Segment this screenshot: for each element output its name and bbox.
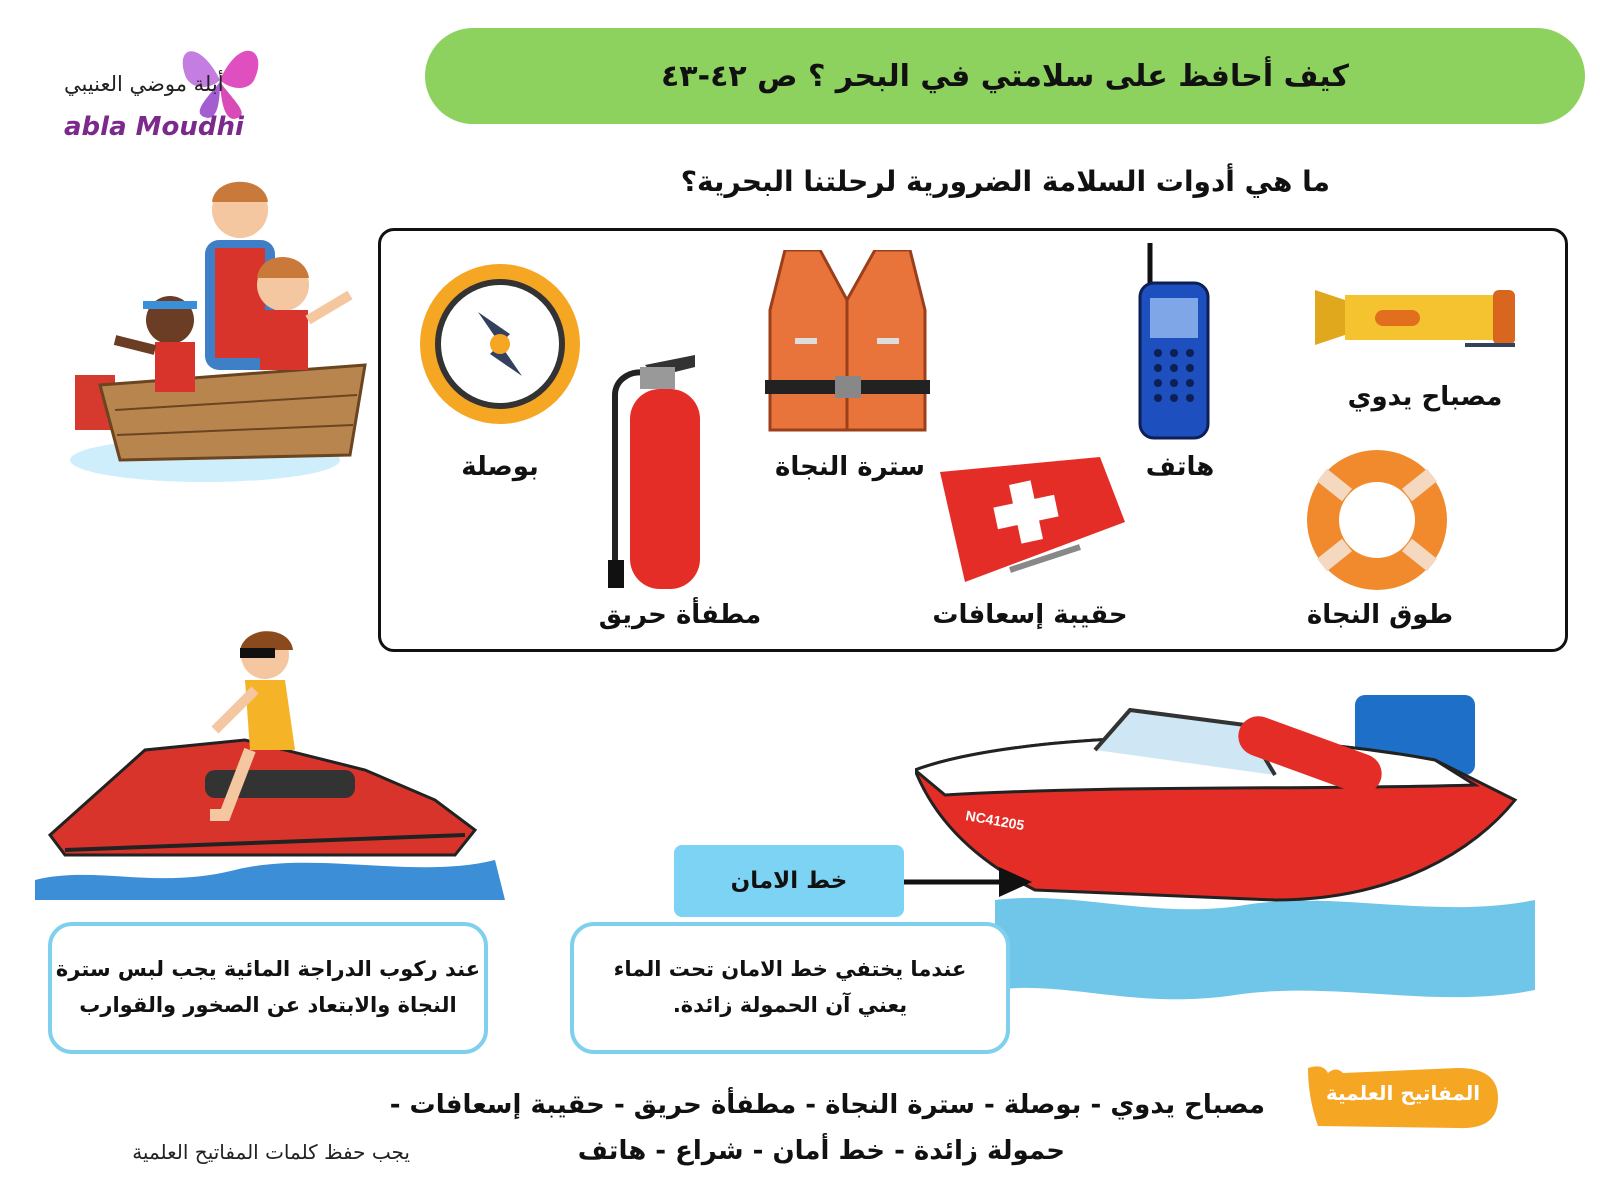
first-aid-kit-icon bbox=[930, 452, 1130, 592]
jet-ski-illustration bbox=[35, 630, 505, 910]
compass-icon bbox=[418, 262, 583, 427]
safety-line-label: خط الامان bbox=[674, 845, 904, 917]
life-jacket-icon bbox=[765, 250, 930, 440]
logo-arabic: أبلة موضي العنيبي bbox=[64, 72, 224, 96]
safety-note-line2: يعني آن الحمولة زائدة. bbox=[672, 993, 908, 1017]
arrow-right-icon bbox=[904, 862, 1034, 902]
speedboat-illustration bbox=[915, 690, 1565, 1020]
keywords-line1: مصباح يدوي - بوصلة - سترة النجاة - مطفأة حريق - حقيبة إسعافات - bbox=[389, 1090, 1265, 1120]
keywords-line2: حمولة زائدة - خط أمان - شراع - هاتف bbox=[577, 1136, 1065, 1166]
label-life-jacket: سترة النجاة bbox=[775, 452, 925, 482]
label-first-aid: حقيبة إسعافات bbox=[932, 600, 1128, 630]
memorize-note: يجب حفظ كلمات المفاتيح العلمية bbox=[132, 1140, 410, 1164]
boat-id: NC41205 bbox=[964, 807, 1026, 834]
key-icon bbox=[1318, 1068, 1488, 1118]
phone-icon bbox=[1130, 243, 1220, 443]
title-bar bbox=[425, 28, 1585, 124]
family-boat-illustration bbox=[65, 170, 375, 500]
page-title: كيف أحافظ على سلامتي في البحر ؟ ص ٤٢-٤٣ bbox=[661, 58, 1349, 94]
label-phone: هاتف bbox=[1145, 452, 1215, 482]
safety-line-note bbox=[570, 922, 1010, 1054]
label-extinguisher: مطفأة حريق bbox=[598, 600, 762, 630]
jetski-note-line2: النجاة والابتعاد عن الصخور والقوارب bbox=[79, 993, 457, 1017]
fire-extinguisher-icon bbox=[600, 355, 720, 590]
safety-note-line1: عندما يختفي خط الامان تحت الماء bbox=[613, 957, 967, 982]
keywords-badge-label: المفاتيح العلمية bbox=[1325, 1081, 1481, 1105]
label-compass: بوصلة bbox=[461, 452, 539, 482]
jetski-note-line1: عند ركوب الدراجة المائية يجب لبس سترة bbox=[55, 957, 481, 982]
flashlight-icon bbox=[1315, 285, 1525, 355]
jetski-safety-note bbox=[48, 922, 488, 1054]
question: ما هي أدوات السلامة الضرورية لرحلتنا البحرية؟ bbox=[680, 165, 1330, 198]
lifebuoy-icon bbox=[1302, 445, 1452, 595]
logo-english: abla Moudhi bbox=[64, 112, 244, 142]
label-flashlight: مصباح يدوي bbox=[1347, 382, 1503, 412]
label-lifebuoy: طوق النجاة bbox=[1306, 600, 1454, 630]
